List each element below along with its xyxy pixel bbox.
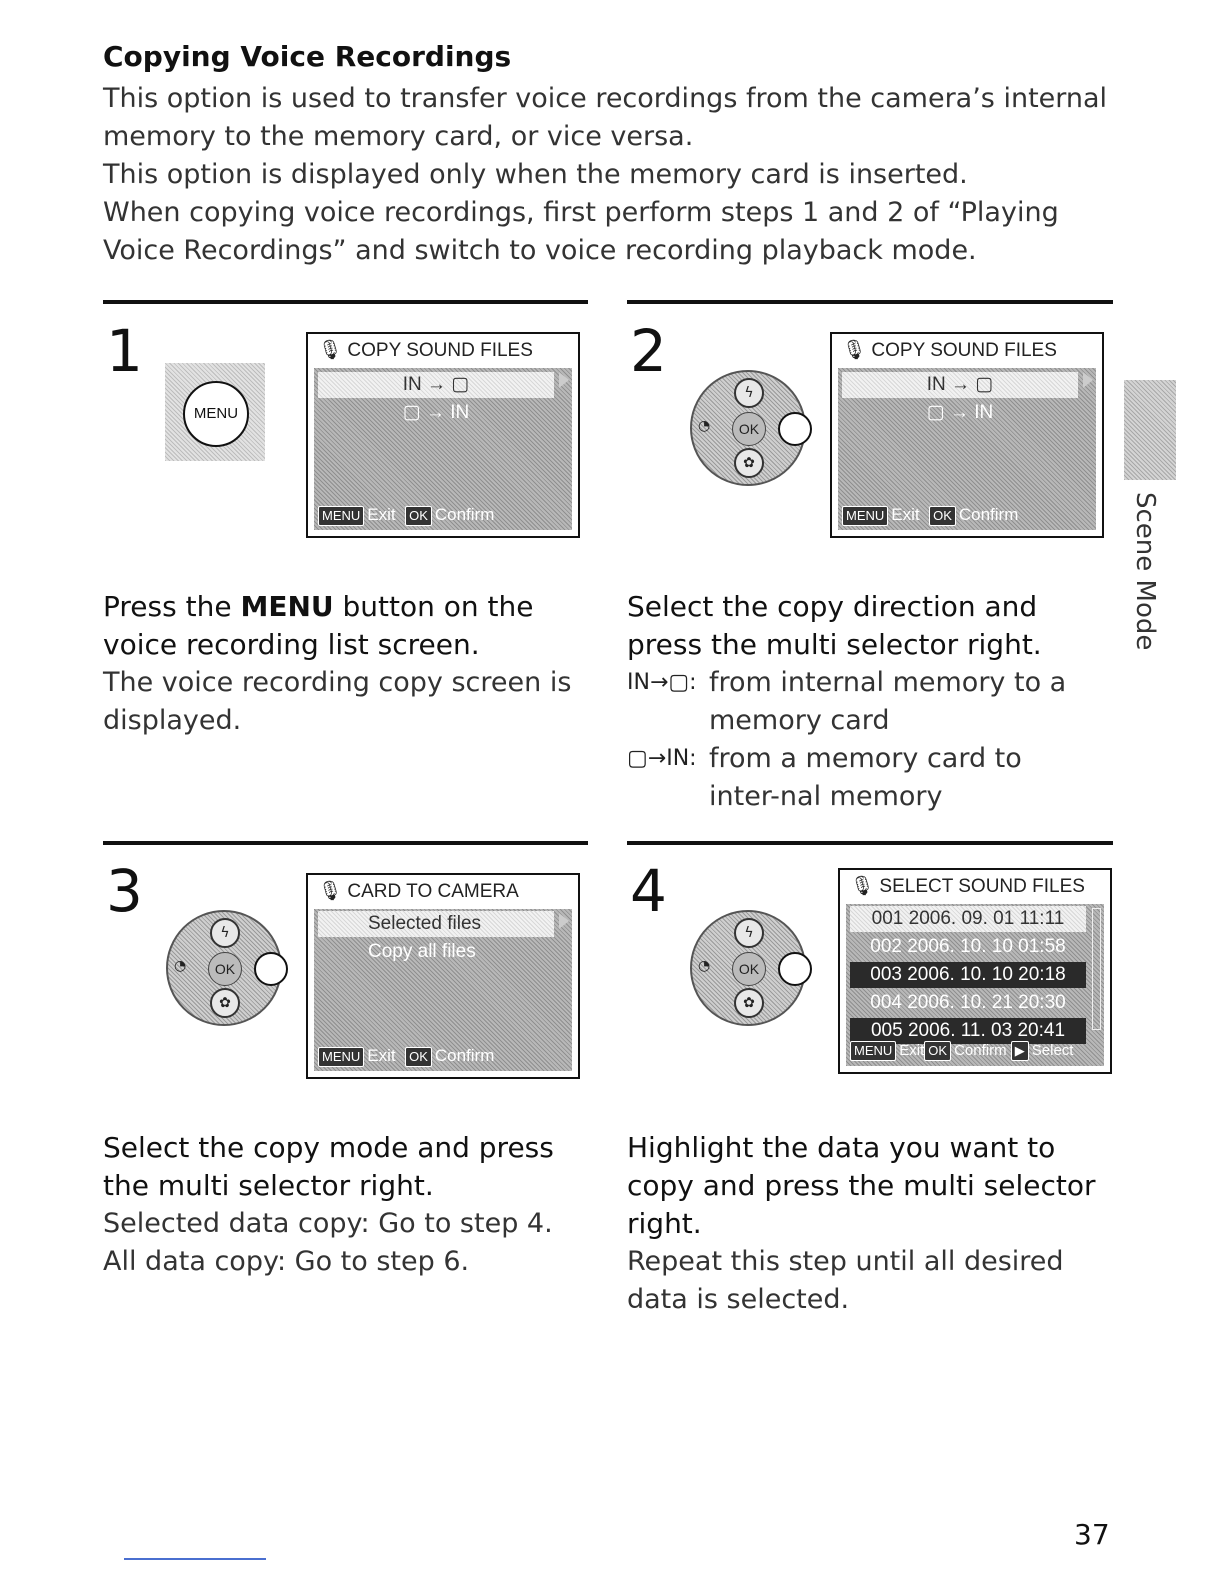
- option-internal-to-card-text: from internal memory to a memory card: [709, 667, 1067, 736]
- flash-icon: ϟ: [734, 918, 764, 948]
- menu-option-card-to-internal: ▢ → IN: [926, 402, 994, 423]
- screen-footer: [314, 500, 572, 530]
- screen-body: [838, 368, 1096, 530]
- self-timer-icon: ◔: [698, 958, 711, 974]
- menu-option-selected-files: Selected files: [318, 911, 554, 937]
- screen-footer: [314, 1041, 572, 1071]
- screen-footer: [846, 1036, 1104, 1066]
- menu-button-illustration: [165, 363, 265, 461]
- menu-option-internal-to-card: IN → ▢: [842, 372, 1078, 398]
- microphone-icon: 🎙: [318, 340, 343, 361]
- footer-confirm-label: Confirm: [434, 505, 495, 524]
- option-internal-to-card: [627, 664, 1107, 740]
- macro-icon: ✿: [734, 448, 764, 478]
- microphone-icon: 🎙: [842, 340, 867, 361]
- step-4-screen: [838, 868, 1112, 1074]
- section-tab-label: Scene Mode: [1130, 492, 1160, 651]
- screen-title: 🎙 COPY SOUND FILES: [318, 340, 533, 361]
- menu-option-copy-all-files: Copy all files: [368, 941, 476, 962]
- intro-text: [103, 80, 1133, 270]
- step-3-screen: [306, 873, 580, 1079]
- menu-option-internal-to-card: IN → ▢: [318, 372, 554, 398]
- ok-button-icon: OK: [732, 412, 766, 446]
- screen-body: [314, 368, 572, 530]
- footer-exit-label: Exit: [899, 1042, 925, 1059]
- ok-button-icon: OK: [732, 952, 766, 986]
- multi-selector-icon: [690, 370, 806, 486]
- step-4-rule: [627, 841, 1113, 845]
- option-card-to-internal: [627, 740, 1107, 816]
- list-item: 001 2006. 09. 01 11:11: [850, 906, 1086, 932]
- right-press-indicator: [778, 412, 812, 446]
- screen-body: [846, 904, 1104, 1066]
- step-2-screen: [830, 332, 1104, 538]
- right-press-indicator: [778, 952, 812, 986]
- step-4-body: Repeat this step until all desired data is selected.: [627, 1246, 1064, 1315]
- ok-tag: OK: [924, 1041, 951, 1061]
- microphone-icon: 🎙: [850, 876, 875, 897]
- footer-confirm-label: Confirm: [958, 505, 1019, 524]
- step-2-heading: Select the copy direction and press the multi selector right.: [627, 590, 1042, 661]
- section-tab: [1124, 380, 1176, 480]
- microphone-icon: 🎙: [318, 881, 343, 902]
- intro-paragraph-2: This option is displayed only when the memory card is inserted.: [103, 159, 968, 190]
- flash-icon: ϟ: [210, 918, 240, 948]
- right-arrow-icon: ▶: [1011, 1041, 1029, 1061]
- step-3-number: 3: [106, 857, 143, 925]
- step-1-number: 1: [106, 317, 143, 385]
- step-3-rule: [103, 841, 588, 845]
- footer-confirm-label: Confirm: [434, 1046, 495, 1065]
- right-press-indicator: [254, 952, 288, 986]
- self-timer-icon: ◔: [174, 958, 187, 974]
- menu-button-icon: MENU: [183, 381, 249, 447]
- card-to-internal-icon: ▢→IN:: [627, 746, 697, 771]
- footer-confirm-label: Confirm: [954, 1042, 1007, 1059]
- footer-exit-label: Exit: [891, 505, 920, 524]
- ok-button-icon: OK: [208, 952, 242, 986]
- step-3-body: [103, 1205, 573, 1281]
- step-3-heading: Select the copy mode and press the multi selector right.: [103, 1131, 554, 1202]
- list-item: 005 2006. 11. 03 20:41: [850, 1018, 1086, 1044]
- step-4-number: 4: [630, 857, 667, 925]
- screen-title: 🎙 COPY SOUND FILES: [842, 340, 1057, 361]
- step-3-body-line-2: All data copy: Go to step 6.: [103, 1246, 470, 1277]
- screen-title: 🎙 SELECT SOUND FILES: [850, 876, 1085, 897]
- screen-title: 🎙 CARD TO CAMERA: [318, 881, 519, 902]
- list-item: 002 2006. 10. 10 01:58: [870, 936, 1066, 957]
- intro-paragraph-1: This option is used to transfer voice recordings from the camera’s internal memory to the memory card, or vice versa.: [103, 83, 1108, 152]
- multi-selector-icon: [166, 910, 282, 1026]
- right-arrow-icon: [1083, 372, 1093, 388]
- ok-tag: OK: [405, 1047, 432, 1067]
- macro-icon: ✿: [734, 988, 764, 1018]
- page-number: 37: [1074, 1518, 1110, 1551]
- footer-exit-label: Exit: [367, 1046, 396, 1065]
- footer-exit-label: Exit: [367, 505, 396, 524]
- menu-tag: MENU: [842, 506, 888, 526]
- multi-selector-icon: [690, 910, 806, 1026]
- step-1-screen: [306, 332, 580, 538]
- ok-tag: OK: [405, 506, 432, 526]
- menu-tag: MENU: [850, 1041, 896, 1061]
- self-timer-icon: ◔: [698, 418, 711, 434]
- menu-option-card-to-internal: ▢ → IN: [402, 402, 470, 423]
- scrollbar: [1092, 908, 1101, 1030]
- macro-icon: ✿: [210, 988, 240, 1018]
- step-3-body-line-1: Selected data copy: Go to step 4.: [103, 1208, 553, 1239]
- ok-tag: OK: [929, 506, 956, 526]
- list-item: 003 2006. 10. 10 20:18: [850, 962, 1086, 988]
- section-title: Copying Voice Recordings: [103, 40, 512, 73]
- step-1-heading: Press the MENU button on the voice recording list screen.: [103, 590, 534, 661]
- step-1-rule: [103, 300, 588, 304]
- footer-line: [124, 1558, 266, 1560]
- right-arrow-icon: [559, 913, 569, 929]
- internal-to-card-icon: IN→▢:: [627, 670, 697, 695]
- footer-select-label: Select: [1031, 1042, 1074, 1059]
- step-1-body: The voice recording copy screen is displayed.: [103, 667, 572, 736]
- step-2-options: [627, 664, 1107, 816]
- step-2-rule: [627, 300, 1113, 304]
- menu-tag: MENU: [318, 506, 364, 526]
- screen-body: [314, 909, 572, 1071]
- step-2-number: 2: [630, 317, 667, 385]
- list-item: 004 2006. 10. 21 20:30: [870, 992, 1066, 1013]
- intro-paragraph-3: When copying voice recordings, first perform steps 1 and 2 of “Playing Voice Recordings” and switch to voice recording playback mode.: [103, 197, 1059, 266]
- option-card-to-internal-text: from a memory card to inter-nal memory: [709, 743, 1022, 812]
- step-4-heading: Highlight the data you want to copy and press the multi selector right.: [627, 1131, 1096, 1240]
- right-arrow-icon: [559, 372, 569, 388]
- flash-icon: ϟ: [734, 378, 764, 408]
- screen-footer: [838, 500, 1096, 530]
- menu-tag: MENU: [318, 1047, 364, 1067]
